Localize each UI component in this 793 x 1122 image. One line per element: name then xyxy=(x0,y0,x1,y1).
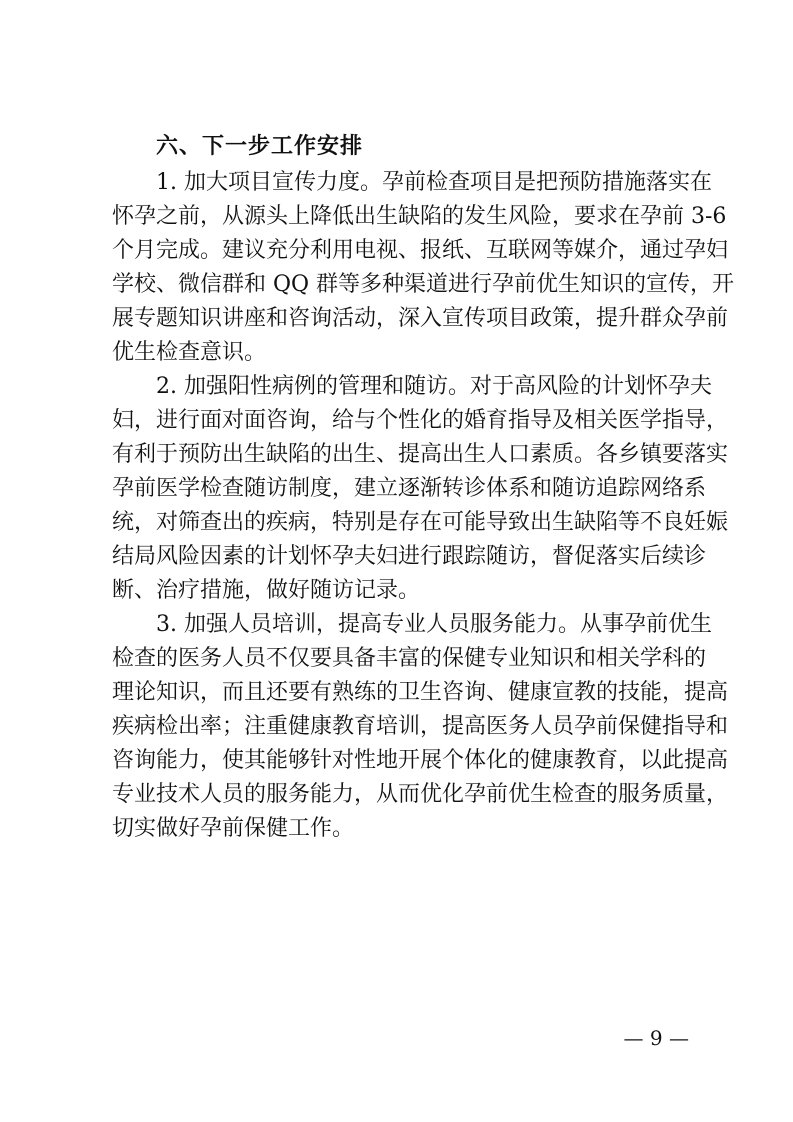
paragraph-3 xyxy=(112,608,729,846)
page-number: — 9 — xyxy=(623,1026,689,1050)
paragraph-line: 学校、微信群和 QQ 群等多种渠道进行孕前优生知识的宣传，开 xyxy=(112,272,735,297)
paragraph-line: 切实做好孕前保健工作。 xyxy=(112,816,355,841)
section-heading: 六、下一步工作安排 xyxy=(156,134,364,159)
paragraph-line: 断、治疗措施，做好随访记录。 xyxy=(112,578,421,603)
paragraph-line: 优生检查意识。 xyxy=(112,340,267,365)
paragraph-line: 专业技术人员的服务能力，从而优化孕前优生检查的服务质量， xyxy=(112,782,729,807)
paragraph-line: 孕前医学检查随访制度，建立逐渐转诊体系和随访追踪网络系 xyxy=(112,476,707,501)
paragraph-line: 妇，进行面对面咨询，给与个性化的婚育指导及相关医学指导， xyxy=(112,408,729,433)
paragraph-line: 3. 加强人员培训，提高专业人员服务能力。从事孕前优生 xyxy=(156,612,712,637)
paragraph-line: 1. 加大项目宣传力度。孕前检查项目是把预防措施落实在 xyxy=(156,170,712,195)
paragraph-line: 结局风险因素的计划怀孕夫妇进行跟踪随访，督促落实后续诊 xyxy=(112,544,707,569)
paragraph-line: 检查的医务人员不仅要具备丰富的保健专业知识和相关学科的 xyxy=(112,646,707,671)
paragraph-2 xyxy=(112,370,729,608)
paragraph-line: 展专题知识讲座和咨询活动，深入宣传项目政策，提升群众孕前 xyxy=(112,306,729,331)
paragraph-line: 有利于预防出生缺陷的出生、提高出生人口素质。各乡镇要落实 xyxy=(112,442,729,467)
paragraph-line: 2. 加强阳性病例的管理和随访。对于高风险的计划怀孕夫 xyxy=(156,374,712,399)
paragraph-line: 个月完成。建议充分利用电视、报纸、互联网等媒介，通过孕妇 xyxy=(112,238,729,263)
paragraph-line: 理论知识，而且还要有熟练的卫生咨询、健康宣教的技能，提高 xyxy=(112,680,729,705)
paragraph-line: 咨询能力，使其能够针对性地开展个体化的健康教育，以此提高 xyxy=(112,748,729,773)
paragraph-line: 统，对筛查出的疾病，特别是存在可能导致出生缺陷等不良妊娠 xyxy=(112,510,729,535)
paragraph-1 xyxy=(112,166,735,370)
paragraph-line: 怀孕之前，从源头上降低出生缺陷的发生风险，要求在孕前 3-6 xyxy=(112,204,727,229)
paragraph-line: 疾病检出率；注重健康教育培训，提高医务人员孕前保健指导和 xyxy=(112,714,729,739)
page-content xyxy=(112,128,735,846)
